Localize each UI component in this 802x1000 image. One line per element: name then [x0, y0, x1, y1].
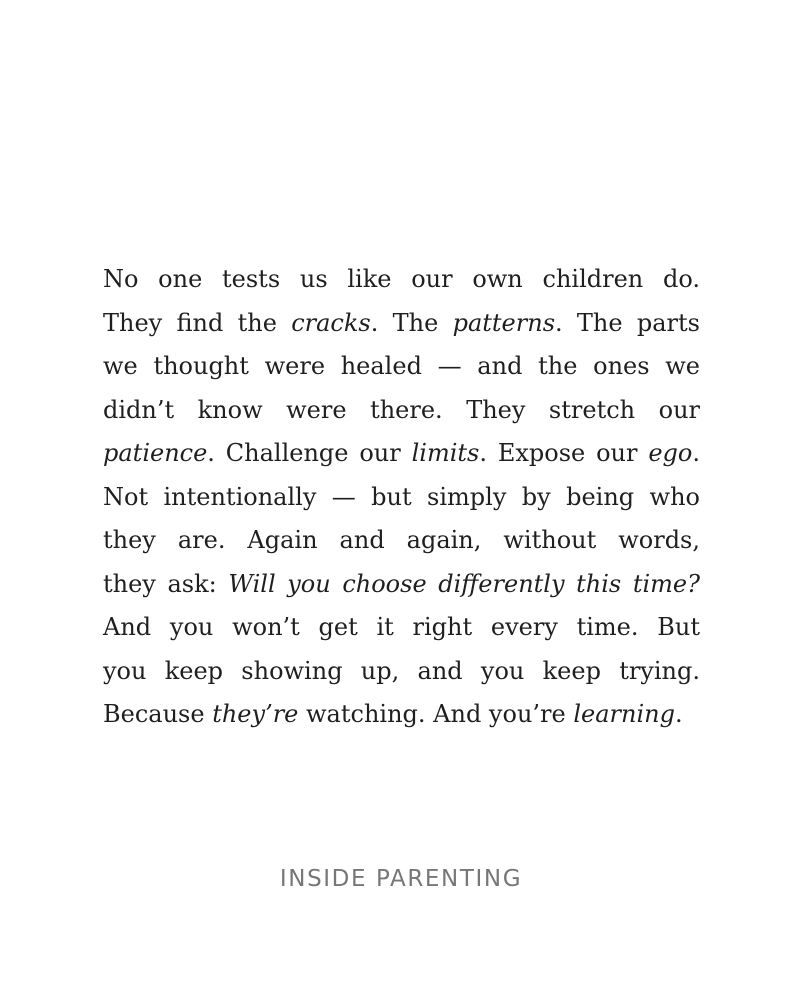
quote-text-segment: They find the	[103, 308, 292, 337]
quote-text-segment: . Challenge our	[207, 439, 412, 467]
quote-line-4	[103, 389, 700, 433]
quote-emphasis: cracks	[291, 308, 371, 337]
quote-line-1	[103, 258, 700, 302]
quote-line-5	[103, 432, 700, 476]
quote-text-segment: Not intentionally — but simply by being who	[103, 482, 700, 511]
quote-emphasis: patterns	[452, 308, 556, 337]
quote-emphasis: limits	[411, 439, 480, 467]
quote-text-segment: they are. Again and again, without words,	[103, 526, 700, 554]
quote-line-6	[103, 476, 700, 520]
quote-emphasis: learning	[573, 700, 675, 728]
quote-line-9	[103, 606, 700, 650]
quote-text-segment: . Expose our	[479, 439, 649, 467]
quote-text	[103, 258, 700, 737]
brand-footer: INSIDE PARENTING	[279, 866, 523, 892]
quote-line-10	[103, 650, 700, 694]
quote-text-segment: Because	[103, 700, 213, 728]
quote-text-segment: watching. And you’re	[298, 700, 574, 728]
quote-emphasis: they’re	[212, 700, 299, 728]
quote-text-segment: .	[692, 439, 700, 467]
quote-text-segment: they ask:	[103, 569, 229, 598]
quote-text-segment: we thought were healed — and the ones we	[103, 352, 700, 380]
quote-text-segment: And you won’t get it right every time. But	[103, 613, 700, 641]
quote-text-segment: No one tests us like our own children do.	[103, 265, 700, 293]
quote-text-segment: you keep showing up, and you keep trying.	[103, 656, 700, 685]
quote-text-segment: . The parts	[555, 308, 700, 337]
quote-emphasis: Will you choose differently this time?	[228, 569, 701, 598]
quote-emphasis: patience	[103, 439, 208, 467]
quote-line-3	[103, 345, 700, 389]
quote-line-2	[103, 302, 700, 346]
quote-line-8	[103, 563, 700, 607]
quote-text-segment: . The	[370, 308, 453, 337]
quote-text-segment: .	[674, 700, 683, 728]
quote-line-11	[103, 693, 700, 737]
quote-text-segment: didn’t know were there. They stretch our	[103, 395, 700, 424]
quote-emphasis: ego	[648, 439, 693, 467]
quote-line-7	[103, 519, 700, 563]
